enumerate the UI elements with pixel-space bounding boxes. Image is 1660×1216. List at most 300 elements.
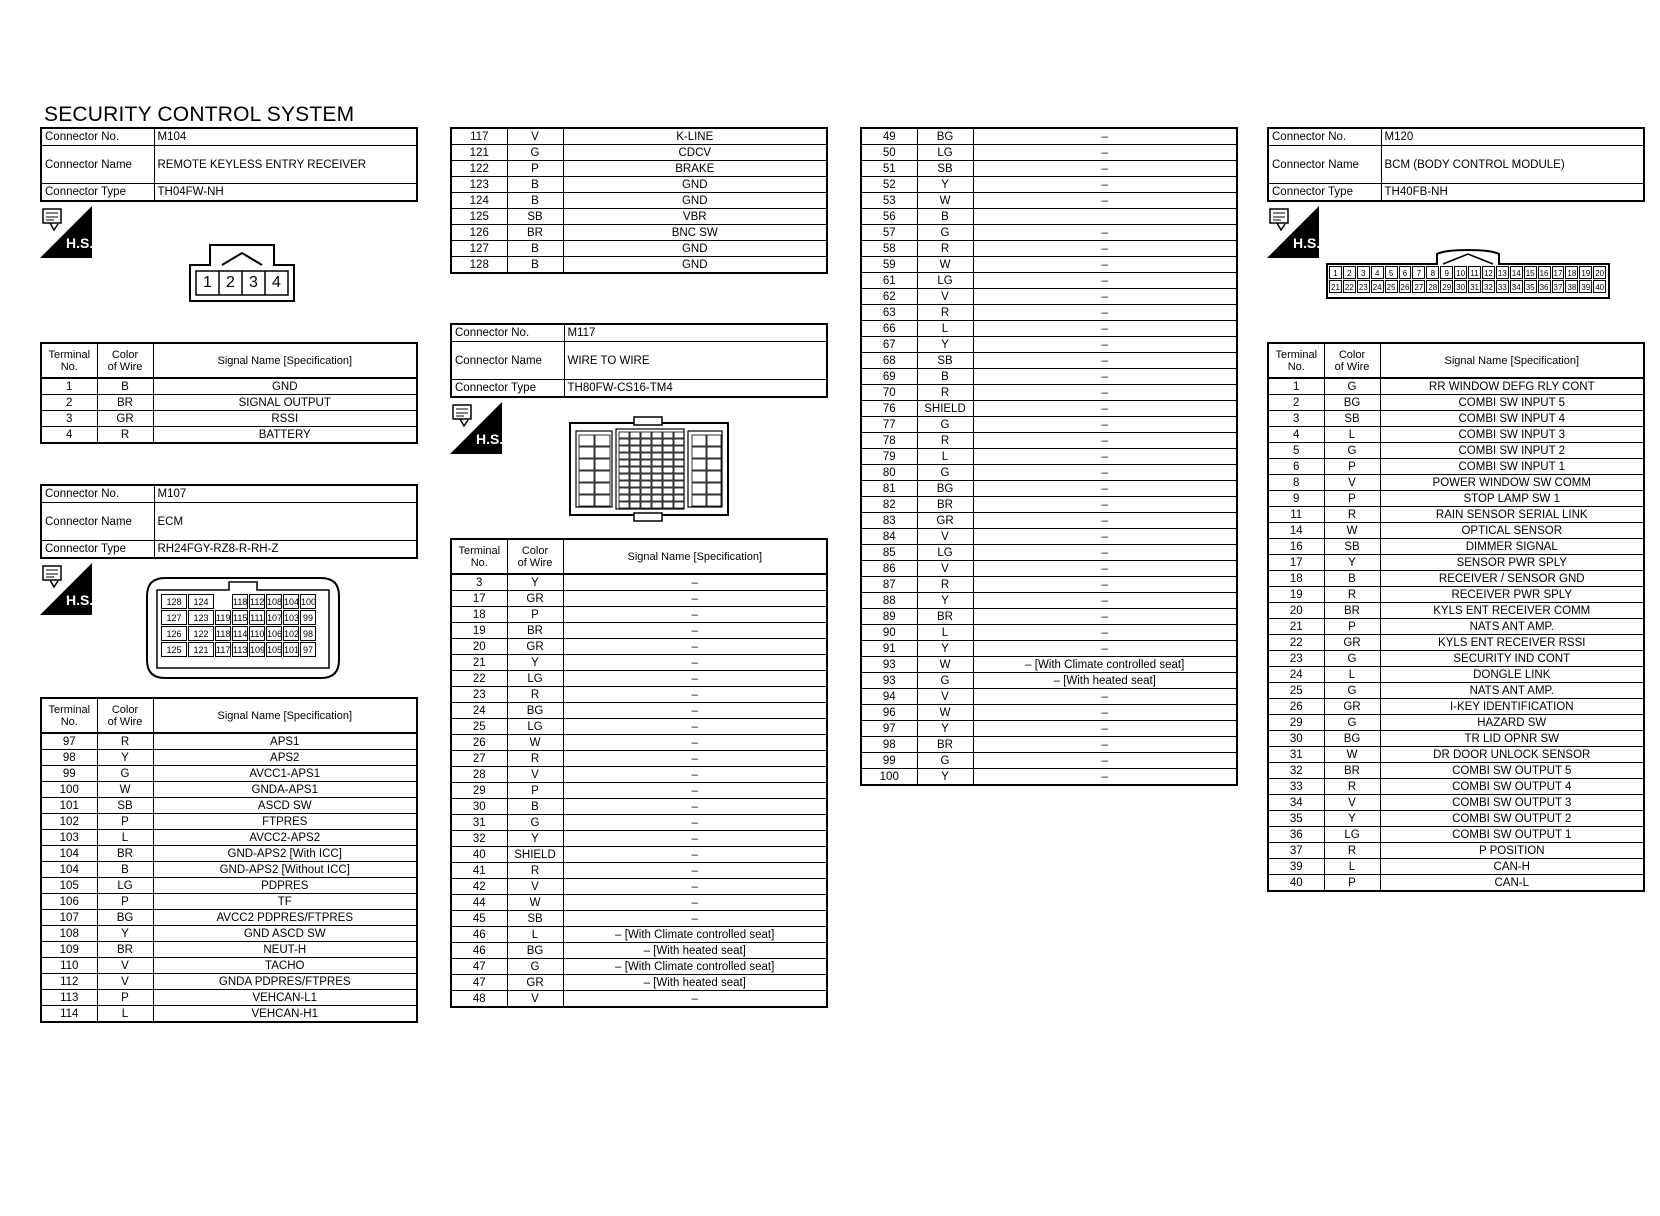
table-row <box>1268 571 1644 587</box>
m107-pin: 114 <box>232 626 248 641</box>
terminal-no: 77 <box>861 417 917 433</box>
table-row <box>41 427 417 444</box>
signal-name: APS2 <box>153 750 417 766</box>
signal-name: – <box>563 735 827 751</box>
wire-color: BG <box>1324 731 1380 747</box>
signal-name: NEUT-H <box>153 942 417 958</box>
terminal-no: 108 <box>41 926 97 942</box>
wire-color: L <box>507 927 563 943</box>
wire-color: W <box>507 895 563 911</box>
table-row <box>1268 411 1644 427</box>
wire-color: L <box>1324 859 1380 875</box>
terminal-no: 18 <box>1268 571 1324 587</box>
m104-pin: 2 <box>226 274 235 291</box>
table-row <box>861 529 1237 545</box>
table-row <box>1268 811 1644 827</box>
terminal-no: 35 <box>1268 811 1324 827</box>
wire-color: V <box>917 561 973 577</box>
signal-name: – <box>973 577 1237 593</box>
m107-pin: 100 <box>300 594 316 609</box>
signal-name: RAIN SENSOR SERIAL LINK <box>1380 507 1644 523</box>
terminal-no: 100 <box>41 782 97 798</box>
table-row <box>451 959 827 975</box>
terminal-no: 17 <box>1268 555 1324 571</box>
signal-name: – <box>973 353 1237 369</box>
signal-name: – <box>563 719 827 735</box>
terminal-no: 112 <box>41 974 97 990</box>
terminal-no: 81 <box>861 481 917 497</box>
table-row <box>41 814 417 830</box>
wire-color: SB <box>507 209 563 225</box>
signal-name: RR WINDOW DEFG RLY CONT <box>1380 378 1644 395</box>
wire-color: BG <box>917 481 973 497</box>
table-row <box>1268 795 1644 811</box>
hs-label: H.S. <box>476 431 504 447</box>
table-row <box>1268 843 1644 859</box>
terminal-no: 11 <box>1268 507 1324 523</box>
table-row <box>861 385 1237 401</box>
wire-color: GR <box>507 639 563 655</box>
terminal-no: 29 <box>451 783 507 799</box>
signal-name: – <box>563 879 827 895</box>
terminal-no: 124 <box>451 193 507 209</box>
signal-name: TF <box>153 894 417 910</box>
signal-name: – <box>563 911 827 927</box>
wire-color: SHIELD <box>507 847 563 863</box>
signal-name: – <box>973 385 1237 401</box>
table-row <box>41 846 417 862</box>
wire-color: Y <box>917 177 973 193</box>
signal-name: DONGLE LINK <box>1380 667 1644 683</box>
terminal-no: 40 <box>1268 875 1324 892</box>
wire-color: BR <box>1324 763 1380 779</box>
m117-connector-type: TH80FW-CS16-TM4 <box>564 380 827 398</box>
wire-color: SB <box>507 911 563 927</box>
terminal-no: 109 <box>41 942 97 958</box>
terminal-no: 30 <box>1268 731 1324 747</box>
signal-name: SENSOR PWR SPLY <box>1380 555 1644 571</box>
table-row <box>41 782 417 798</box>
terminal-no: 31 <box>451 815 507 831</box>
header-signal-name: Signal Name [Specification] <box>153 343 417 378</box>
terminal-no: 101 <box>41 798 97 814</box>
label-connector-type: Connector Type <box>451 380 564 398</box>
signal-name: – <box>973 625 1237 641</box>
signal-name: – <box>973 145 1237 161</box>
m107-pin: 117 <box>215 642 231 657</box>
terminal-no: 96 <box>861 705 917 721</box>
wire-color: G <box>917 673 973 689</box>
wire-color: P <box>1324 491 1380 507</box>
signal-name: COMBI SW OUTPUT 3 <box>1380 795 1644 811</box>
table-row <box>451 257 827 274</box>
m120-pin: 23 <box>1357 280 1370 293</box>
table-row <box>451 831 827 847</box>
m120-pin: 21 <box>1329 280 1342 293</box>
terminal-no: 25 <box>451 719 507 735</box>
wire-color: L <box>917 321 973 337</box>
m120-connector-diagram <box>1325 248 1611 300</box>
terminal-no: 47 <box>451 975 507 991</box>
m120-pin: 17 <box>1552 266 1565 279</box>
terminal-no: 66 <box>861 321 917 337</box>
terminal-no: 63 <box>861 305 917 321</box>
wire-color: V <box>97 974 153 990</box>
m120-pin: 3 <box>1357 266 1370 279</box>
terminal-no: 46 <box>451 927 507 943</box>
table-row <box>451 687 827 703</box>
table-row <box>861 305 1237 321</box>
m107-pin: 104 <box>283 594 299 609</box>
signal-name: GND <box>563 241 827 257</box>
signal-name: – <box>563 607 827 623</box>
terminal-no: 117 <box>451 128 507 145</box>
signal-name: GNDA-APS1 <box>153 782 417 798</box>
wire-color: LG <box>97 878 153 894</box>
wire-color: P <box>507 607 563 623</box>
signal-name: AVCC1-APS1 <box>153 766 417 782</box>
header-text: No. <box>470 556 488 569</box>
wire-color: G <box>507 145 563 161</box>
signal-name: COMBI SW INPUT 2 <box>1380 443 1644 459</box>
terminal-no: 103 <box>41 830 97 846</box>
signal-name: COMBI SW INPUT 5 <box>1380 395 1644 411</box>
wire-color: Y <box>1324 555 1380 571</box>
m107-pin: 128 <box>161 594 187 609</box>
wire-color: L <box>1324 667 1380 683</box>
signal-name: DR DOOR UNLOCK SENSOR <box>1380 747 1644 763</box>
table-row <box>1268 683 1644 699</box>
signal-name: – <box>563 815 827 831</box>
terminal-no: 9 <box>1268 491 1324 507</box>
table-row <box>861 449 1237 465</box>
header-text: Color <box>521 544 549 557</box>
terminal-no: 53 <box>861 193 917 209</box>
wire-color: LG <box>917 273 973 289</box>
signal-name: – <box>973 465 1237 481</box>
wire-color: R <box>97 733 153 750</box>
header-text: of Wire <box>517 556 553 569</box>
wire-color: V <box>917 529 973 545</box>
m120-pin: 24 <box>1371 280 1384 293</box>
label-connector-name: Connector Name <box>451 342 564 380</box>
m107-pin-row <box>161 610 325 626</box>
terminal-no: 123 <box>451 177 507 193</box>
signal-name: GND-APS2 [Without ICC] <box>153 862 417 878</box>
signal-name: COMBI SW OUTPUT 5 <box>1380 763 1644 779</box>
m120-pin: 27 <box>1412 280 1425 293</box>
table-row <box>1268 555 1644 571</box>
wire-color: V <box>1324 475 1380 491</box>
m120-pin: 30 <box>1454 280 1467 293</box>
table-row <box>451 751 827 767</box>
wire-color: R <box>507 687 563 703</box>
table-row <box>1268 587 1644 603</box>
wire-color: BG <box>1324 395 1380 411</box>
signal-name: – <box>563 623 827 639</box>
wire-color: G <box>1324 378 1380 395</box>
signal-name: DIMMER SIGNAL <box>1380 539 1644 555</box>
header-color-of-wire <box>97 343 153 378</box>
m120-pin: 9 <box>1440 266 1453 279</box>
m107-info-block <box>40 484 418 559</box>
hs-icon <box>40 206 92 258</box>
m120-pin: 15 <box>1524 266 1537 279</box>
wire-color: R <box>1324 507 1380 523</box>
m107-pin: 102 <box>283 626 299 641</box>
hs-icon <box>40 563 92 615</box>
terminal-no: 34 <box>1268 795 1324 811</box>
table-row <box>1268 651 1644 667</box>
terminal-no: 16 <box>1268 539 1324 555</box>
header-terminal-no <box>41 698 97 733</box>
m107-pin: 125 <box>161 642 187 657</box>
wire-color: SHIELD <box>917 401 973 417</box>
signal-name: – <box>973 609 1237 625</box>
terminal-no: 56 <box>861 209 917 225</box>
table-row <box>451 783 827 799</box>
m107-pin: 107 <box>266 610 282 625</box>
table-row <box>861 481 1237 497</box>
table-row <box>861 417 1237 433</box>
table-row <box>451 225 827 241</box>
wire-color: SB <box>1324 411 1380 427</box>
wire-color: V <box>507 991 563 1008</box>
terminal-no: 61 <box>861 273 917 289</box>
table-row <box>861 561 1237 577</box>
header-terminal-no <box>1268 343 1324 378</box>
wire-color: L <box>97 1006 153 1023</box>
terminal-no: 20 <box>1268 603 1324 619</box>
wire-color: G <box>1324 715 1380 731</box>
header-terminal-no <box>451 539 507 574</box>
signal-name: VEHCAN-H1 <box>153 1006 417 1023</box>
wire-color: Y <box>917 641 973 657</box>
wire-color: LG <box>917 545 973 561</box>
terminal-no: 70 <box>861 385 917 401</box>
table-row <box>451 975 827 991</box>
m120-pin: 20 <box>1593 266 1606 279</box>
terminal-no: 32 <box>1268 763 1324 779</box>
table-row <box>1268 475 1644 491</box>
signal-name: – <box>973 561 1237 577</box>
terminal-no: 106 <box>41 894 97 910</box>
terminal-no: 59 <box>861 257 917 273</box>
signal-name: – <box>563 895 827 911</box>
wire-color: BG <box>507 703 563 719</box>
wire-color: R <box>507 863 563 879</box>
signal-name: GND ASCD SW <box>153 926 417 942</box>
table-row <box>451 847 827 863</box>
m107-pin <box>215 594 231 609</box>
terminal-no: 26 <box>1268 699 1324 715</box>
table-row <box>41 411 417 427</box>
terminal-no: 126 <box>451 225 507 241</box>
wire-color: GR <box>917 513 973 529</box>
signal-name: – <box>973 721 1237 737</box>
signal-name: PDPRES <box>153 878 417 894</box>
terminal-no: 68 <box>861 353 917 369</box>
wire-color: L <box>1324 427 1380 443</box>
wire-color: BR <box>507 225 563 241</box>
m107-pin: 126 <box>161 626 187 641</box>
header-text: No. <box>60 715 78 728</box>
table-row <box>451 767 827 783</box>
m120-pin: 5 <box>1385 266 1398 279</box>
terminal-no: 5 <box>1268 443 1324 459</box>
m120-pin: 29 <box>1440 280 1453 293</box>
signal-name: FTPRES <box>153 814 417 830</box>
terminal-no: 4 <box>41 427 97 444</box>
signal-name: BATTERY <box>153 427 417 444</box>
terminal-no: 67 <box>861 337 917 353</box>
table-row <box>1268 378 1644 395</box>
signal-name: BRAKE <box>563 161 827 177</box>
m107-pin: 127 <box>161 610 187 625</box>
table-row <box>861 209 1237 225</box>
table-row <box>451 574 827 591</box>
table-row <box>41 926 417 942</box>
terminal-no: 27 <box>451 751 507 767</box>
m107-terminal-table-cont <box>450 127 828 274</box>
signal-name: – <box>973 449 1237 465</box>
signal-name: P POSITION <box>1380 843 1644 859</box>
signal-name: – <box>563 847 827 863</box>
table-row <box>1268 395 1644 411</box>
m120-pin: 4 <box>1371 266 1384 279</box>
wire-color: W <box>97 782 153 798</box>
wire-color: V <box>917 689 973 705</box>
m120-pin: 11 <box>1468 266 1481 279</box>
table-row <box>451 623 827 639</box>
m104-connector-type: TH04FW-NH <box>154 184 417 202</box>
m104-terminal-table <box>40 342 418 444</box>
m120-pin: 14 <box>1510 266 1523 279</box>
hs-label: H.S. <box>66 592 94 608</box>
signal-name: – [With heated seat] <box>563 975 827 991</box>
terminal-no: 2 <box>1268 395 1324 411</box>
terminal-no: 99 <box>861 753 917 769</box>
signal-name: – <box>563 991 827 1008</box>
wire-color: G <box>917 465 973 481</box>
m107-connector-type: RH24FGY-RZ8-R-RH-Z <box>154 541 417 559</box>
terminal-no: 48 <box>451 991 507 1008</box>
signal-name: – [With heated seat] <box>563 943 827 959</box>
header-terminal-no <box>41 343 97 378</box>
wire-color: BR <box>97 846 153 862</box>
m107-connector-no: M107 <box>154 485 417 503</box>
terminal-no: 33 <box>1268 779 1324 795</box>
signal-name: CAN-L <box>1380 875 1644 892</box>
signal-name: – <box>973 529 1237 545</box>
terminal-no: 19 <box>1268 587 1324 603</box>
terminal-no: 91 <box>861 641 917 657</box>
signal-name: – <box>973 481 1237 497</box>
table-row <box>861 465 1237 481</box>
m120-pin-row <box>1329 266 1607 280</box>
m104-pin: 3 <box>249 274 258 291</box>
table-row <box>451 161 827 177</box>
table-row <box>451 815 827 831</box>
wire-color: R <box>917 241 973 257</box>
table-row <box>41 798 417 814</box>
signal-name: KYLS ENT RECEIVER RSSI <box>1380 635 1644 651</box>
table-row <box>1268 427 1644 443</box>
header-signal-name: Signal Name [Specification] <box>153 698 417 733</box>
wire-color: G <box>1324 651 1380 667</box>
wire-color: SB <box>917 161 973 177</box>
m104-connector-no: M104 <box>154 128 417 146</box>
terminal-no: 23 <box>1268 651 1324 667</box>
signal-name: OPTICAL SENSOR <box>1380 523 1644 539</box>
terminal-no: 20 <box>451 639 507 655</box>
terminal-no: 84 <box>861 529 917 545</box>
table-row <box>1268 539 1644 555</box>
table-header <box>41 343 417 378</box>
signal-name: STOP LAMP SW 1 <box>1380 491 1644 507</box>
signal-name: – <box>973 225 1237 241</box>
table-row <box>861 161 1237 177</box>
terminal-no: 24 <box>451 703 507 719</box>
m107-pin: 101 <box>283 642 299 657</box>
table-row <box>41 733 417 750</box>
m117-info-block <box>450 323 828 398</box>
m107-pin: 106 <box>266 626 282 641</box>
m120-connector-no: M120 <box>1381 128 1644 146</box>
terminal-no: 29 <box>1268 715 1324 731</box>
terminal-no: 3 <box>41 411 97 427</box>
wire-color: BR <box>97 942 153 958</box>
m104-info-block <box>40 127 418 202</box>
m107-pin: 118 <box>232 594 248 609</box>
table-row <box>861 289 1237 305</box>
terminal-no: 69 <box>861 369 917 385</box>
wire-color: L <box>97 830 153 846</box>
terminal-no: 80 <box>861 465 917 481</box>
m107-connector-diagram <box>145 576 341 680</box>
wire-color: LG <box>507 671 563 687</box>
table-row <box>451 591 827 607</box>
table-row <box>1268 635 1644 651</box>
table-row <box>861 593 1237 609</box>
wire-color: G <box>917 417 973 433</box>
wire-color: B <box>507 241 563 257</box>
terminal-no: 102 <box>41 814 97 830</box>
signal-name: POWER WINDOW SW COMM <box>1380 475 1644 491</box>
terminal-no: 125 <box>451 209 507 225</box>
terminal-no: 86 <box>861 561 917 577</box>
label-connector-name: Connector Name <box>41 146 154 184</box>
signal-name: – <box>973 369 1237 385</box>
signal-name: COMBI SW INPUT 1 <box>1380 459 1644 475</box>
m120-pin: 18 <box>1565 266 1578 279</box>
wire-color: SB <box>97 798 153 814</box>
terminal-no: 62 <box>861 289 917 305</box>
terminal-no: 32 <box>451 831 507 847</box>
terminal-no: 22 <box>451 671 507 687</box>
table-row <box>861 145 1237 161</box>
wire-color: R <box>507 751 563 767</box>
terminal-no: 128 <box>451 257 507 274</box>
m107-pin: 111 <box>249 610 265 625</box>
table-row <box>861 321 1237 337</box>
terminal-no: 1 <box>41 378 97 395</box>
table-row <box>861 721 1237 737</box>
wire-color: R <box>917 305 973 321</box>
table-row <box>41 878 417 894</box>
m120-terminal-table <box>1267 342 1645 892</box>
terminal-no: 94 <box>861 689 917 705</box>
